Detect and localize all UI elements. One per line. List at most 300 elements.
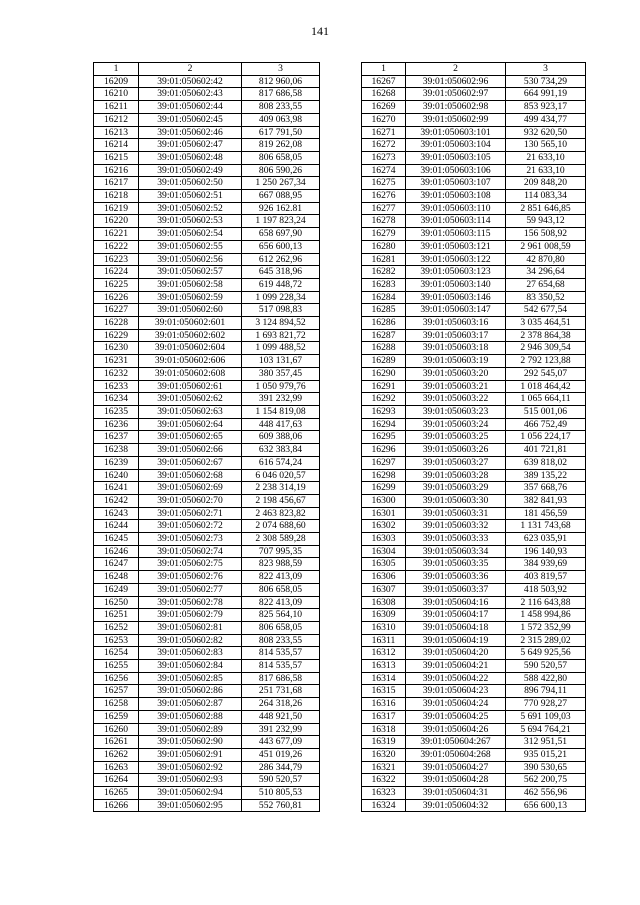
cadastral-number-cell: 39:01:050602:51 [139, 190, 242, 203]
cadastral-number-cell: 39:01:050604:32 [406, 799, 506, 812]
row-number-cell: 16211 [94, 101, 139, 114]
row-number-cell: 16257 [94, 685, 139, 698]
cadastral-number-cell: 39:01:050602:67 [139, 456, 242, 469]
value-cell: 817 686,58 [242, 88, 320, 101]
value-cell: 130 565,10 [506, 139, 586, 152]
cadastral-number-cell: 39:01:050603:16 [406, 317, 506, 330]
value-cell: 156 508,92 [506, 228, 586, 241]
table-row [94, 545, 320, 558]
value-cell: 806 658,05 [242, 621, 320, 634]
row-number-cell: 16273 [362, 151, 406, 164]
cadastral-number-cell: 39:01:050602:46 [139, 126, 242, 139]
value-cell: 658 697,90 [242, 228, 320, 241]
table-row [94, 113, 320, 126]
value-cell: 403 819,57 [506, 571, 586, 584]
table-row [94, 139, 320, 152]
cadastral-number-cell: 39:01:050603:110 [406, 202, 506, 215]
cadastral-number-cell: 39:01:050602:63 [139, 405, 242, 418]
table-row [362, 228, 586, 241]
cadastral-number-cell: 39:01:050602:87 [139, 698, 242, 711]
row-number-cell: 16306 [362, 571, 406, 584]
table-row [362, 317, 586, 330]
table-row [362, 367, 586, 380]
row-number-cell: 16305 [362, 558, 406, 571]
row-number-cell: 16313 [362, 660, 406, 673]
cadastral-number-cell: 39:01:050602:48 [139, 151, 242, 164]
table-row [94, 75, 320, 88]
value-cell: 932 620,50 [506, 126, 586, 139]
row-number-cell: 16209 [94, 75, 139, 88]
cadastral-number-cell: 39:01:050602:52 [139, 202, 242, 215]
row-number-cell: 16214 [94, 139, 139, 152]
cadastral-number-cell: 39:01:050603:19 [406, 355, 506, 368]
table-row [94, 774, 320, 787]
value-cell: 389 135,22 [506, 469, 586, 482]
row-number-cell: 16278 [362, 215, 406, 228]
value-cell: 664 991,19 [506, 88, 586, 101]
row-number-cell: 16229 [94, 329, 139, 342]
value-cell: 286 344,79 [242, 761, 320, 774]
cadastral-number-cell: 39:01:050603:147 [406, 304, 506, 317]
cadastral-number-cell: 39:01:050602:66 [139, 444, 242, 457]
table-row [94, 469, 320, 482]
row-number-cell: 16233 [94, 380, 139, 393]
value-cell: 770 928,27 [506, 698, 586, 711]
table-row [94, 698, 320, 711]
value-cell: 822 413,09 [242, 571, 320, 584]
cadastral-number-cell: 39:01:050603:36 [406, 571, 506, 584]
row-number-cell: 16258 [94, 698, 139, 711]
row-number-cell: 16222 [94, 240, 139, 253]
cadastral-number-cell: 39:01:050602:95 [139, 799, 242, 812]
row-number-cell: 16266 [94, 799, 139, 812]
table-row [362, 444, 586, 457]
value-cell: 83 350,52 [506, 291, 586, 304]
row-number-cell: 16275 [362, 177, 406, 190]
cadastral-number-cell: 39:01:050602:604 [139, 342, 242, 355]
row-number-cell: 16311 [362, 634, 406, 647]
cadastral-number-cell: 39:01:050602:53 [139, 215, 242, 228]
table-row [362, 558, 586, 571]
table-row [362, 126, 586, 139]
row-number-cell: 16223 [94, 253, 139, 266]
table-row [94, 456, 320, 469]
table-row [362, 253, 586, 266]
column-header: 2 [139, 63, 242, 76]
cadastral-number-cell: 39:01:050604:20 [406, 647, 506, 660]
value-cell: 806 658,05 [242, 151, 320, 164]
cadastral-number-cell: 39:01:050602:47 [139, 139, 242, 152]
cadastral-number-cell: 39:01:050603:105 [406, 151, 506, 164]
value-cell: 2 792 123,88 [506, 355, 586, 368]
table-row [362, 88, 586, 101]
value-cell: 401 721,81 [506, 444, 586, 457]
table-row [94, 88, 320, 101]
cadastral-number-cell: 39:01:050602:97 [406, 88, 506, 101]
table-row [94, 342, 320, 355]
value-cell: 21 633,10 [506, 151, 586, 164]
value-cell: 645 318,96 [242, 266, 320, 279]
row-number-cell: 16238 [94, 444, 139, 457]
value-cell: 2 851 646,85 [506, 202, 586, 215]
table-row [94, 685, 320, 698]
value-cell: 612 262,96 [242, 253, 320, 266]
cadastral-number-cell: 39:01:050604:16 [406, 596, 506, 609]
cadastral-number-cell: 39:01:050603:26 [406, 444, 506, 457]
row-number-cell: 16224 [94, 266, 139, 279]
row-number-cell: 16232 [94, 367, 139, 380]
value-cell: 825 564,10 [242, 609, 320, 622]
table-row [94, 761, 320, 774]
row-number-cell: 16291 [362, 380, 406, 393]
cadastral-number-cell: 39:01:050602:59 [139, 291, 242, 304]
table-row [362, 151, 586, 164]
table-row [362, 278, 586, 291]
row-number-cell: 16316 [362, 698, 406, 711]
row-number-cell: 16281 [362, 253, 406, 266]
cadastral-number-cell: 39:01:050603:28 [406, 469, 506, 482]
row-number-cell: 16246 [94, 545, 139, 558]
column-header: 3 [242, 63, 320, 76]
table-row [94, 672, 320, 685]
cadastral-number-cell: 39:01:050602:56 [139, 253, 242, 266]
cadastral-number-cell: 39:01:050603:33 [406, 533, 506, 546]
row-number-cell: 16254 [94, 647, 139, 660]
row-number-cell: 16264 [94, 774, 139, 787]
cadastral-number-cell: 39:01:050603:24 [406, 418, 506, 431]
row-number-cell: 16255 [94, 660, 139, 673]
table-row [94, 278, 320, 291]
row-number-cell: 16300 [362, 494, 406, 507]
cadastral-number-cell: 39:01:050603:115 [406, 228, 506, 241]
value-cell: 517 098,83 [242, 304, 320, 317]
value-cell: 384 939,69 [506, 558, 586, 571]
row-number-cell: 16256 [94, 672, 139, 685]
table-row [362, 355, 586, 368]
value-cell: 1 572 352,99 [506, 621, 586, 634]
value-cell: 515 001,06 [506, 405, 586, 418]
table-row [362, 139, 586, 152]
table-row [362, 469, 586, 482]
row-number-cell: 16261 [94, 736, 139, 749]
value-cell: 357 668,76 [506, 482, 586, 495]
cadastral-number-cell: 39:01:050602:72 [139, 520, 242, 533]
value-cell: 443 677,09 [242, 736, 320, 749]
value-cell: 808 233,55 [242, 634, 320, 647]
value-cell: 562 200,75 [506, 774, 586, 787]
row-number-cell: 16283 [362, 278, 406, 291]
table-row [362, 494, 586, 507]
table-row [94, 444, 320, 457]
value-cell: 448 921,50 [242, 710, 320, 723]
table-row [362, 304, 586, 317]
value-cell: 808 233,55 [242, 101, 320, 114]
row-number-cell: 16226 [94, 291, 139, 304]
table-row [94, 660, 320, 673]
table-row [362, 609, 586, 622]
table-row [94, 164, 320, 177]
row-number-cell: 16307 [362, 583, 406, 596]
value-cell: 542 677,54 [506, 304, 586, 317]
row-number-cell: 16263 [94, 761, 139, 774]
cadastral-number-cell: 39:01:050604:22 [406, 672, 506, 685]
row-number-cell: 16296 [362, 444, 406, 457]
value-cell: 418 503,92 [506, 583, 586, 596]
row-number-cell: 16239 [94, 456, 139, 469]
value-cell: 530 734,29 [506, 75, 586, 88]
table-row [94, 431, 320, 444]
table-row [362, 698, 586, 711]
table-row [362, 431, 586, 444]
row-number-cell: 16282 [362, 266, 406, 279]
table-row [94, 177, 320, 190]
table-row [94, 736, 320, 749]
cadastral-number-cell: 39:01:050602:88 [139, 710, 242, 723]
value-cell: 2 463 823,82 [242, 507, 320, 520]
cadastral-number-cell: 39:01:050602:74 [139, 545, 242, 558]
value-cell: 896 794,11 [506, 685, 586, 698]
cadastral-number-cell: 39:01:050602:86 [139, 685, 242, 698]
value-cell: 1 065 664,11 [506, 393, 586, 406]
cadastral-number-cell: 39:01:050603:123 [406, 266, 506, 279]
cadastral-number-cell: 39:01:050602:92 [139, 761, 242, 774]
value-cell: 2 238 314,19 [242, 482, 320, 495]
value-cell: 814 535,57 [242, 660, 320, 673]
value-cell: 1 197 823,24 [242, 215, 320, 228]
table-row [94, 304, 320, 317]
table-row [362, 342, 586, 355]
table-row [362, 190, 586, 203]
table-row [94, 558, 320, 571]
table-row [362, 75, 586, 88]
value-cell: 935 015,21 [506, 748, 586, 761]
cadastral-number-cell: 39:01:050603:122 [406, 253, 506, 266]
cadastral-number-cell: 39:01:050604:23 [406, 685, 506, 698]
cadastral-number-cell: 39:01:050603:21 [406, 380, 506, 393]
table-row [362, 647, 586, 660]
row-number-cell: 16260 [94, 723, 139, 736]
row-number-cell: 16230 [94, 342, 139, 355]
row-number-cell: 16216 [94, 164, 139, 177]
cadastral-number-cell: 39:01:050603:20 [406, 367, 506, 380]
table-row [94, 494, 320, 507]
column-header: 1 [94, 63, 139, 76]
row-number-cell: 16299 [362, 482, 406, 495]
row-number-cell: 16251 [94, 609, 139, 622]
cadastral-number-cell: 39:01:050602:68 [139, 469, 242, 482]
row-number-cell: 16287 [362, 329, 406, 342]
cadastral-number-cell: 39:01:050603:22 [406, 393, 506, 406]
row-number-cell: 16217 [94, 177, 139, 190]
cadastral-number-cell: 39:01:050602:55 [139, 240, 242, 253]
cadastral-number-cell: 39:01:050603:23 [406, 405, 506, 418]
cadastral-number-cell: 39:01:050602:69 [139, 482, 242, 495]
value-cell: 656 600,13 [242, 240, 320, 253]
cadastral-number-cell: 39:01:050603:31 [406, 507, 506, 520]
cadastral-number-cell: 39:01:050604:31 [406, 787, 506, 800]
row-number-cell: 16218 [94, 190, 139, 203]
value-cell: 619 448,72 [242, 278, 320, 291]
row-number-cell: 16231 [94, 355, 139, 368]
value-cell: 103 131,67 [242, 355, 320, 368]
cadastral-number-cell: 39:01:050602:54 [139, 228, 242, 241]
value-cell: 639 818,02 [506, 456, 586, 469]
value-cell: 590 520,57 [242, 774, 320, 787]
data-table-right [361, 62, 586, 812]
value-cell: 510 805,53 [242, 787, 320, 800]
table-row [94, 228, 320, 241]
value-cell: 616 574,24 [242, 456, 320, 469]
cadastral-number-cell: 39:01:050603:17 [406, 329, 506, 342]
table-row [94, 609, 320, 622]
cadastral-number-cell: 39:01:050603:146 [406, 291, 506, 304]
row-number-cell: 16320 [362, 748, 406, 761]
cadastral-number-cell: 39:01:050604:24 [406, 698, 506, 711]
cadastral-number-cell: 39:01:050603:101 [406, 126, 506, 139]
cadastral-number-cell: 39:01:050602:99 [406, 113, 506, 126]
row-number-cell: 16250 [94, 596, 139, 609]
row-number-cell: 16265 [94, 787, 139, 800]
row-number-cell: 16308 [362, 596, 406, 609]
value-cell: 609 388,06 [242, 431, 320, 444]
table-row [94, 571, 320, 584]
table-row [362, 533, 586, 546]
row-number-cell: 16235 [94, 405, 139, 418]
value-cell: 312 951,51 [506, 736, 586, 749]
table-row [94, 520, 320, 533]
cadastral-number-cell: 39:01:050602:57 [139, 266, 242, 279]
cadastral-number-cell: 39:01:050603:140 [406, 278, 506, 291]
row-number-cell: 16289 [362, 355, 406, 368]
row-number-cell: 16237 [94, 431, 139, 444]
cadastral-number-cell: 39:01:050603:25 [406, 431, 506, 444]
row-number-cell: 16317 [362, 710, 406, 723]
value-cell: 590 520,57 [506, 660, 586, 673]
table-row [94, 367, 320, 380]
table-row [362, 748, 586, 761]
row-number-cell: 16219 [94, 202, 139, 215]
cadastral-number-cell: 39:01:050603:114 [406, 215, 506, 228]
cadastral-number-cell: 39:01:050603:30 [406, 494, 506, 507]
cadastral-number-cell: 39:01:050602:601 [139, 317, 242, 330]
value-cell: 1 693 821,72 [242, 329, 320, 342]
value-cell: 462 556,96 [506, 787, 586, 800]
value-cell: 588 422,80 [506, 672, 586, 685]
value-cell: 814 535,57 [242, 647, 320, 660]
cadastral-number-cell: 39:01:050602:602 [139, 329, 242, 342]
cadastral-number-cell: 39:01:050602:96 [406, 75, 506, 88]
cadastral-number-cell: 39:01:050603:29 [406, 482, 506, 495]
value-cell: 5 694 764,21 [506, 723, 586, 736]
cadastral-number-cell: 39:01:050602:98 [406, 101, 506, 114]
table-row [362, 723, 586, 736]
table-row [362, 774, 586, 787]
cadastral-number-cell: 39:01:050602:606 [139, 355, 242, 368]
value-cell: 6 046 020,57 [242, 469, 320, 482]
table-row [362, 520, 586, 533]
cadastral-number-cell: 39:01:050602:62 [139, 393, 242, 406]
value-cell: 3 035 464,51 [506, 317, 586, 330]
value-cell: 2 074 688,60 [242, 520, 320, 533]
table-row [94, 583, 320, 596]
table-row [362, 507, 586, 520]
value-cell: 1 250 267,34 [242, 177, 320, 190]
value-cell: 209 848,20 [506, 177, 586, 190]
row-number-cell: 16253 [94, 634, 139, 647]
cadastral-number-cell: 39:01:050602:608 [139, 367, 242, 380]
cadastral-number-cell: 39:01:050602:75 [139, 558, 242, 571]
table-row [94, 393, 320, 406]
row-number-cell: 16245 [94, 533, 139, 546]
cadastral-number-cell: 39:01:050602:65 [139, 431, 242, 444]
table-row [94, 355, 320, 368]
cadastral-number-cell: 39:01:050602:77 [139, 583, 242, 596]
row-number-cell: 16240 [94, 469, 139, 482]
table-row [94, 723, 320, 736]
cadastral-number-cell: 39:01:050602:84 [139, 660, 242, 673]
row-number-cell: 16268 [362, 88, 406, 101]
table-row [362, 329, 586, 342]
value-cell: 391 232,99 [242, 393, 320, 406]
row-number-cell: 16279 [362, 228, 406, 241]
cadastral-number-cell: 39:01:050602:85 [139, 672, 242, 685]
table-row [362, 545, 586, 558]
cadastral-number-cell: 39:01:050604:18 [406, 621, 506, 634]
cadastral-number-cell: 39:01:050603:121 [406, 240, 506, 253]
value-cell: 1 099 228,34 [242, 291, 320, 304]
value-cell: 114 083,34 [506, 190, 586, 203]
value-cell: 1 099 488,52 [242, 342, 320, 355]
cadastral-number-cell: 39:01:050603:27 [406, 456, 506, 469]
cadastral-number-cell: 39:01:050602:61 [139, 380, 242, 393]
cadastral-number-cell: 39:01:050604:268 [406, 748, 506, 761]
table-row [94, 596, 320, 609]
value-cell: 1 056 224,17 [506, 431, 586, 444]
cadastral-number-cell: 39:01:050602:83 [139, 647, 242, 660]
table-row [94, 253, 320, 266]
table-row [94, 647, 320, 660]
cadastral-number-cell: 39:01:050603:35 [406, 558, 506, 571]
value-cell: 466 752,49 [506, 418, 586, 431]
value-cell: 667 088,95 [242, 190, 320, 203]
value-cell: 181 456,59 [506, 507, 586, 520]
table-header-row [362, 63, 586, 76]
table-row [94, 748, 320, 761]
value-cell: 5 649 925,56 [506, 647, 586, 660]
column-header: 3 [506, 63, 586, 76]
cadastral-number-cell: 39:01:050602:91 [139, 748, 242, 761]
row-number-cell: 16225 [94, 278, 139, 291]
row-number-cell: 16301 [362, 507, 406, 520]
value-cell: 2 378 864,38 [506, 329, 586, 342]
value-cell: 1 458 994,86 [506, 609, 586, 622]
table-row [362, 291, 586, 304]
row-number-cell: 16244 [94, 520, 139, 533]
value-cell: 1 154 819,08 [242, 405, 320, 418]
row-number-cell: 16274 [362, 164, 406, 177]
value-cell: 21 633,10 [506, 164, 586, 177]
row-number-cell: 16241 [94, 482, 139, 495]
row-number-cell: 16259 [94, 710, 139, 723]
cadastral-number-cell: 39:01:050604:27 [406, 761, 506, 774]
value-cell: 819 262,08 [242, 139, 320, 152]
value-cell: 822 413,09 [242, 596, 320, 609]
table-row [362, 787, 586, 800]
value-cell: 451 019,26 [242, 748, 320, 761]
cadastral-number-cell: 39:01:050602:90 [139, 736, 242, 749]
row-number-cell: 16236 [94, 418, 139, 431]
row-number-cell: 16270 [362, 113, 406, 126]
